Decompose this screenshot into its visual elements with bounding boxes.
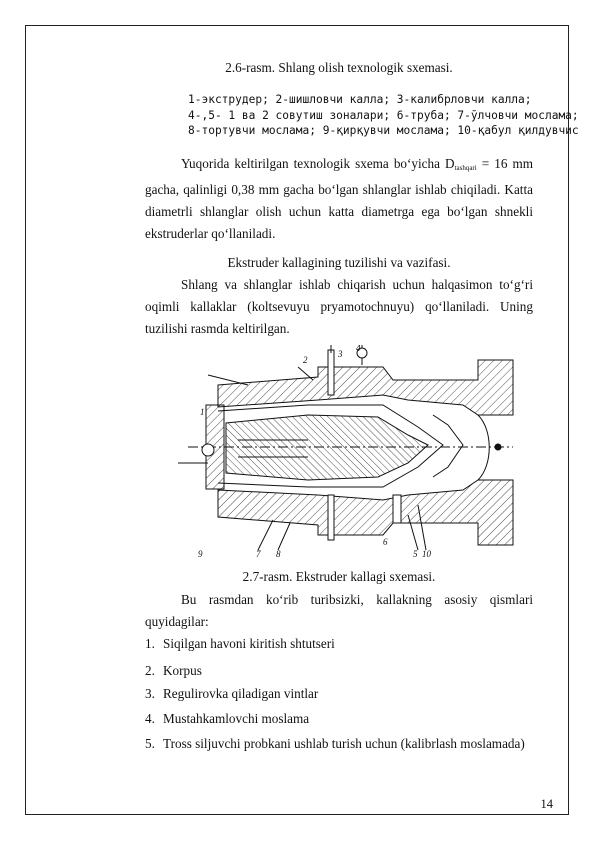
paragraph-1-post: = 16 mm gacha, qalinligi 0,38 mm gacha bo‘lgan shlanglar ishlab chiqiladi. Katta diametrli shlanglar olish uchun katta diametrga ega bo‘lgan shnekli ekstruderlar qo‘llaniladi. — [145, 156, 533, 241]
paragraph-1-sub: tashqari — [454, 164, 477, 172]
paragraph-3-text: Bu rasmdan ko‘rib turibsizki, kallakning asosiy qismlari quyidagilar: — [145, 592, 533, 629]
figure-label: 7 — [256, 549, 261, 559]
paragraph-1-pre: Yuqorida keltirilgan texnologik sxema bo‘yicha D — [181, 156, 455, 171]
list-item-text: Siqilgan havoni kiritish shtutseri — [163, 636, 335, 651]
figure-label: 8 — [276, 549, 281, 559]
figure-label: 2 — [303, 355, 308, 365]
figure-label: 6 — [383, 537, 388, 547]
list-item — [145, 708, 533, 730]
page-number: 14 — [540, 797, 553, 811]
list-item — [145, 660, 533, 682]
figure-label: 10 — [422, 549, 431, 559]
list-item-text: Korpus — [163, 663, 202, 678]
list-item-number: 2. — [145, 663, 155, 678]
figure-legend — [188, 92, 579, 139]
legend-line: 1-экструдер; 2-шишловчи калла; 3-калибрловчи калла; — [188, 93, 532, 106]
figure-label: 3 — [338, 349, 343, 359]
list-item-number: 5. — [145, 736, 155, 751]
legend-line: 8-тортувчи мослама; 9-қирқувчи мослама; 10-қабул қилдувчис — [188, 124, 579, 137]
list-item — [145, 733, 533, 755]
paragraph-3 — [145, 589, 533, 633]
extruder-head-drawing — [178, 345, 518, 560]
figure-label: 1 — [200, 407, 205, 417]
figure-label: 9 — [198, 549, 203, 559]
paragraph-2-text: Shlang va shlanglar ishlab chiqarish uchun halqasimon to‘g‘ri oqimli kallaklar (koltsevuyu pryamotochnuyu) qo‘llaniladi. Uning tuzilishi rasmda keltirilgan. — [145, 277, 533, 336]
figure-label: 4 — [356, 345, 361, 353]
list-item-number: 1. — [145, 636, 155, 651]
figure-caption-2-7: 2.7-rasm. Ekstruder kallagi sxemasi. — [242, 569, 436, 584]
list-item — [145, 683, 533, 705]
paragraph-1 — [145, 153, 533, 245]
legend-line: 4-,5- 1 ва 2 совутиш зоналари; 6-труба; 7-ўлчовчи мослама; — [188, 108, 579, 122]
list-item-number: 3. — [145, 686, 155, 701]
paragraph-2 — [145, 274, 533, 340]
list-item-text: Mustahkamlovchi moslama — [163, 711, 310, 726]
list-item-text: Tross siljuvchi probkani ushlab turish uchun (kalibrlash moslamada) — [163, 736, 525, 751]
figure-label: 5 — [413, 549, 418, 559]
list-item — [145, 633, 533, 655]
list-item-text: Regulirovka qiladigan vintlar — [163, 686, 319, 701]
section-heading: Ekstruder kallagining tuzilishi va vazifasi. — [227, 255, 451, 270]
list-item-number: 4. — [145, 711, 155, 726]
figure-caption-2-6: 2.6-rasm. Shlang olish texnologik sxemasi. — [225, 60, 453, 75]
